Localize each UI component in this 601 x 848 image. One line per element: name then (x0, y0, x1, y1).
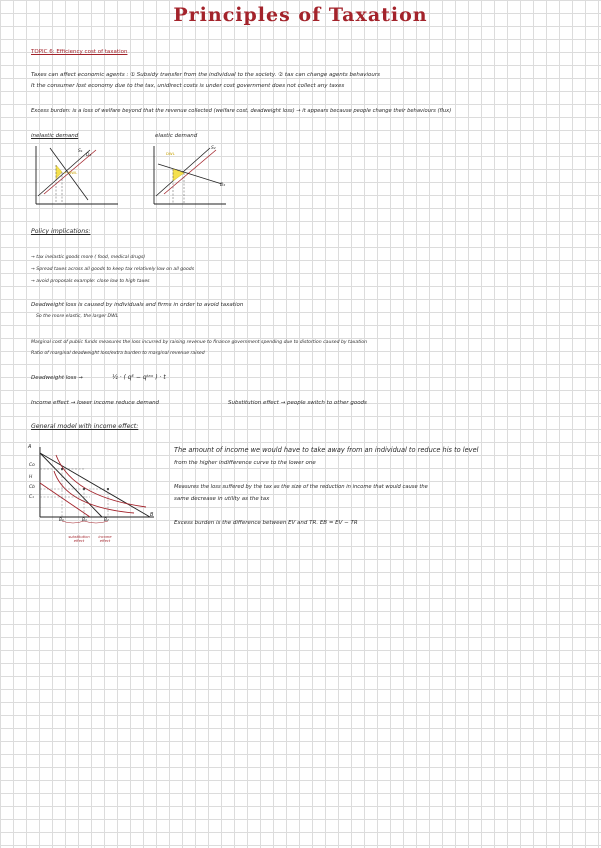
dwl-formula-label: Deadweight loss → (31, 375, 83, 381)
income-effect-label: income effect (98, 535, 112, 543)
intro-line-2: It the consumer lost economy due to the tax, unidirect costs is under cost government does not collect any taxes (31, 83, 345, 89)
policy-item-2: → Spread taxes across all goods to keep tax relatively low on all goods (31, 267, 195, 272)
elastic-d-label: D₂ (220, 183, 226, 188)
general-model-heading: General model with income effect: (31, 423, 139, 430)
axis-a-label: A (28, 444, 32, 450)
x-label-b1: B₁ (82, 518, 87, 523)
inelastic-dwl-annotation: ← DWL (64, 170, 78, 175)
general-p2: Measures the loss suffered by the tax as the size of the reduction in income that would cause the (174, 484, 428, 490)
elastic-demand-graph (148, 144, 228, 209)
page-title: Principles of Taxation (173, 4, 428, 26)
elastic-demand-label: elastic demand (155, 133, 198, 139)
y-label-h: H (29, 475, 33, 480)
substitution-effect-label: substitution effect (68, 535, 90, 543)
general-p3: Excess burden is the difference between EV and TR. EB = EV − TR (174, 520, 358, 526)
marginal-cost-line-1: Marginal cost of public funds measures the loss incurred by raising revenue to finance government spending due to distortion caused by taxation (31, 340, 368, 345)
income-effect-graph (30, 445, 160, 535)
x-label-b2: B₂ (104, 518, 109, 523)
general-p1b: from the higher indifference curve to the lower one (174, 460, 316, 466)
dwl-formula: ½ · ( qᴱ − qᵗᵃˣ ) · t (112, 374, 166, 381)
inelastic-demand-label: inelastic demand (31, 133, 79, 139)
inelastic-s-label: S₁ (78, 149, 83, 154)
y-label-cb: Cb (29, 485, 35, 490)
y-label-co: Co (29, 463, 35, 468)
excess-burden-line: Excess burden: is a loss of welfare beyond that the revenue collected (welfare cost, deadweight loss) → it appears because people change their behaviours (flux) (31, 108, 452, 114)
elastic-dwl-annotation: DWL (166, 151, 175, 156)
deadweight-line-1: Deadweight loss is caused by individuals and firms in order to avoid taxation (31, 302, 244, 308)
axis-b-label: B (150, 512, 154, 518)
x-label-b0: B₀ (59, 518, 64, 523)
elastic-s-label: S₂ (211, 146, 216, 151)
income-effect-line: Income effect → lower income reduce demand (31, 400, 160, 406)
y-label-c1: C₁ (29, 495, 34, 500)
policy-heading: Policy implications: (31, 228, 91, 235)
inelastic-demand-graph (30, 144, 120, 209)
policy-item-3: → avoid proposals example: close low to high taxes (31, 279, 150, 284)
topic-heading: TOPIC 6: Efficiency cost of taxation (31, 49, 128, 55)
marginal-cost-line-2: Ratio of marginal deadweight loss/extra burden to marginal revenue raised (31, 351, 205, 356)
deadweight-line-2: So the more elastic, the larger DWL (36, 314, 119, 319)
general-p2b: same decrease in utility as the tax (174, 496, 270, 502)
intro-line-1: Taxes can affect economic agents : ① Subsidy transfer from the individual to the society. ② tax can change agents behaviours (31, 72, 380, 78)
general-p1: The amount of income we would have to take away from an individual to reduce his to level (174, 446, 479, 454)
policy-item-1: → tax inelastic goods more ( food, medical drugs) (31, 255, 146, 260)
substitution-effect-line: Substitution effect → people switch to other goods (228, 400, 367, 406)
inelastic-d-label: D₁ (86, 153, 92, 158)
